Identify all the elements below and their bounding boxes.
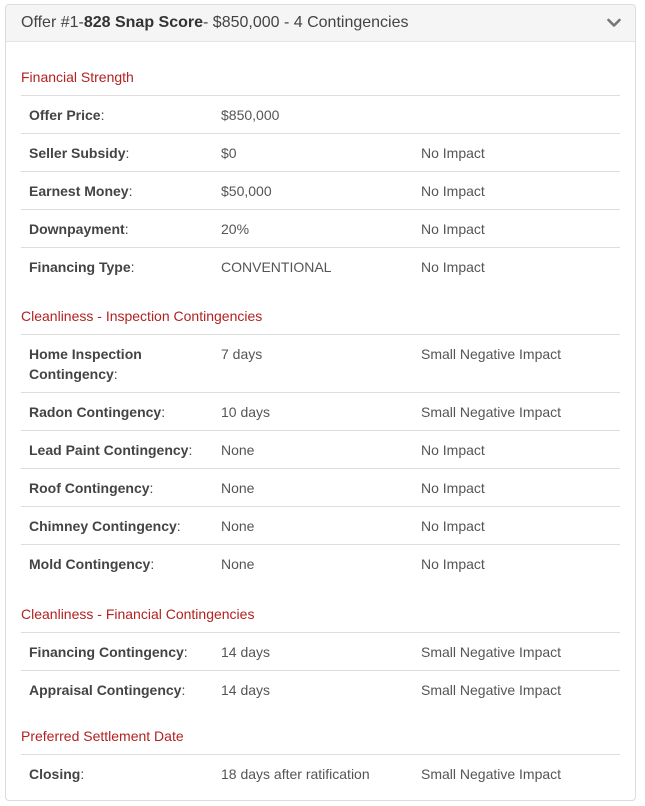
- table-row: [21, 134, 620, 172]
- row-label-text: Seller Subsidy: [29, 145, 126, 161]
- row-label-text: Offer Price: [29, 107, 101, 123]
- row-label: [21, 680, 221, 700]
- section-rows: [21, 754, 620, 792]
- row-impact: [421, 105, 620, 125]
- row-impact: Small Negative Impact: [421, 644, 562, 660]
- row-value: 14 days: [221, 644, 271, 660]
- row-impact: No Impact: [421, 183, 485, 199]
- table-row: [21, 172, 620, 210]
- row-label-colon: :: [124, 221, 129, 237]
- row-value: CONVENTIONAL: [221, 259, 332, 275]
- section-title: Financial Strength: [21, 69, 134, 85]
- row-value: 18 days after ratification: [221, 766, 370, 782]
- offer-panel: [5, 4, 636, 801]
- row-impact: No Impact: [421, 442, 485, 458]
- row-label-colon: :: [130, 259, 135, 275]
- table-row: [21, 507, 620, 545]
- row-impact: No Impact: [421, 518, 485, 534]
- row-value: $850,000: [221, 107, 280, 123]
- section-rows: [21, 95, 620, 285]
- section-rows: [21, 632, 620, 708]
- row-value: 14 days: [221, 682, 271, 698]
- row-label-text: Earnest Money: [29, 183, 129, 199]
- row-label-colon: :: [183, 644, 188, 660]
- row-impact: No Impact: [421, 556, 485, 572]
- row-label-text: Appraisal Contingency: [29, 682, 182, 698]
- table-row: [21, 248, 620, 285]
- table-row: [21, 393, 620, 431]
- row-label-text: Financing Type: [29, 259, 131, 275]
- row-label: [21, 764, 221, 784]
- row-label-text: Mold Contingency: [29, 556, 151, 572]
- row-label-text: Roof Contingency: [29, 480, 150, 496]
- row-label: [21, 516, 221, 536]
- row-value: 20%: [221, 221, 250, 237]
- row-label-text: Chimney Contingency: [29, 518, 177, 534]
- offer-summary: - $850,000 - 4 Contingencies: [203, 14, 409, 31]
- row-label: [21, 105, 221, 125]
- row-label: [21, 344, 221, 384]
- row-label: [21, 402, 221, 422]
- row-impact: No Impact: [421, 221, 485, 237]
- row-label-text: Downpayment: [29, 221, 125, 237]
- row-impact: No Impact: [421, 145, 485, 161]
- table-row: [21, 671, 620, 708]
- row-label-colon: :: [188, 442, 193, 458]
- table-row: [21, 469, 620, 507]
- row-label-colon: :: [80, 766, 85, 782]
- row-impact: Small Negative Impact: [421, 404, 562, 420]
- row-value: $50,000: [221, 183, 272, 199]
- row-value: None: [221, 480, 255, 496]
- table-row: [21, 431, 620, 469]
- row-value: 7 days: [221, 346, 263, 362]
- row-label-colon: :: [176, 518, 181, 534]
- row-impact: Small Negative Impact: [421, 682, 562, 698]
- row-label: [21, 478, 221, 498]
- row-label-colon: :: [181, 682, 186, 698]
- row-impact: Small Negative Impact: [421, 346, 562, 362]
- row-value: 10 days: [221, 404, 271, 420]
- row-label: [21, 219, 221, 239]
- row-value: None: [221, 442, 255, 458]
- row-label: [21, 257, 221, 277]
- section-rows: [21, 334, 620, 582]
- offer-number: Offer #1: [21, 14, 79, 31]
- row-value: $0: [221, 145, 237, 161]
- table-row: [21, 335, 620, 393]
- row-label-colon: :: [125, 145, 130, 161]
- table-row: [21, 755, 620, 792]
- snap-score: 828 Snap Score: [83, 14, 204, 31]
- row-label: [21, 642, 221, 662]
- offer-details: [6, 67, 635, 792]
- row-label-text: Radon Contingency: [29, 404, 162, 420]
- row-label-text: Financing Contingency: [29, 644, 184, 660]
- row-label-colon: :: [161, 404, 166, 420]
- row-label-colon: :: [113, 366, 118, 382]
- row-label-text: Closing: [29, 766, 81, 782]
- offer-header[interactable]: [6, 5, 635, 42]
- row-label: [21, 181, 221, 201]
- offer-sep: -: [78, 14, 84, 31]
- row-label-colon: :: [149, 480, 154, 496]
- section-title: Preferred Settlement Date: [21, 728, 184, 744]
- row-impact: No Impact: [421, 259, 485, 275]
- row-impact: Small Negative Impact: [421, 766, 562, 782]
- table-row: [21, 96, 620, 134]
- section-title: Cleanliness - Inspection Contingencies: [21, 308, 263, 324]
- table-row: [21, 545, 620, 582]
- row-label-colon: :: [100, 107, 105, 123]
- row-label-text: Lead Paint Contingency: [29, 442, 189, 458]
- row-label: [21, 554, 221, 574]
- row-label: [21, 143, 221, 163]
- section-title: Cleanliness - Financial Contingencies: [21, 606, 255, 622]
- row-label: [21, 440, 221, 460]
- row-label-colon: :: [150, 556, 155, 572]
- row-value: None: [221, 556, 255, 572]
- chevron-down-icon[interactable]: [607, 16, 621, 30]
- table-row: [21, 633, 620, 671]
- row-label-text: Home Inspection Contingency: [29, 346, 142, 382]
- row-impact: No Impact: [421, 480, 485, 496]
- table-row: [21, 210, 620, 248]
- row-value: None: [221, 518, 255, 534]
- row-label-colon: :: [128, 183, 133, 199]
